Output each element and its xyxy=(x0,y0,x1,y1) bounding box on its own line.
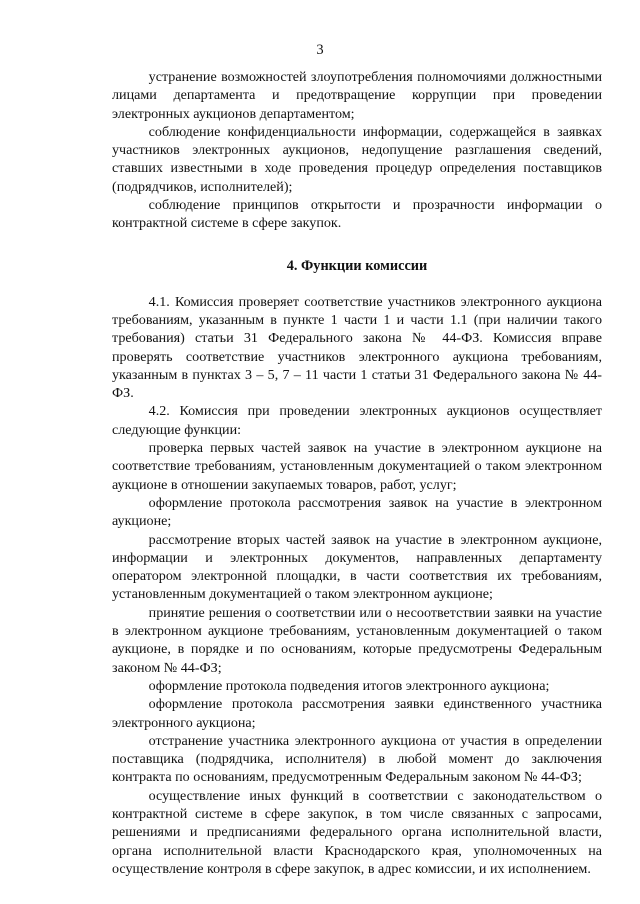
page-number: 3 xyxy=(316,42,324,58)
paragraph: соблюдение принципов открытости и прозрачности информации о контрактной системе в сфере закупок. xyxy=(112,197,602,232)
spacer xyxy=(112,233,602,257)
function-item: осуществление иных функций в соответствии с законодательством о контрактной системе в сфере закупок, в том числе связанных с запросами, решениями и предписаниями федерального органа исполнительной власти, органа исполнительной власти Краснодарского края, уполномоченных на осуществление контроля в сфере закупок, в адрес комиссии, и их исполнением. xyxy=(112,787,602,877)
section-heading: 4. Функции комиссии xyxy=(286,257,428,274)
function-item: проверка первых частей заявок на участие в электронном аукционе на соответствие требованиям, установленным документацией о таком электронном аукционе в отношении закупаемых товаров, работ, услуг; xyxy=(112,440,602,493)
function-item: рассмотрение вторых частей заявок на участие в электронном аукционе, информации и электронных документов, направленных департаменту оператором электронной площадки, в части соответствия их требованиям, установленным документацией о таком электронном аукционе; xyxy=(112,531,602,603)
paragraph: соблюдение конфиденциальности информации, содержащейся в заявках участников электронных аукционов, недопущение разглашения сведений, ставших известными в ходе проведения процедур определения поставщиков (подрядчиков, исполнителей); xyxy=(112,123,602,195)
paragraph-4-1: 4.1. Комиссия проверяет соответствие участников электронного аукциона требованиям, указанным в пункте 1 части 1 и части 1.1 (при наличии такого требования) статьи 31 Федерального закона № 44-ФЗ. Комиссия вправе проверять соответствие участников электронного аукциона требованиям, указанным в пунктах 3 – 5, 7 – 11 части 1 статьи 31 Федерального закона № 44-ФЗ. xyxy=(112,293,602,402)
document-body xyxy=(112,68,602,878)
function-item: отстранение участника электронного аукциона от участия в определении поставщика (подрядчика, исполнителя) в любой момент до заключения контракта по основаниям, предусмотренным Федеральным законом № 44-ФЗ; xyxy=(112,732,602,786)
spacer xyxy=(112,275,602,293)
function-item: оформление протокола подведения итогов электронного аукциона; xyxy=(148,677,550,694)
function-item: оформление протокола рассмотрения заявки единственного участника электронного аукциона; xyxy=(112,696,602,731)
function-item: принятие решения о соответствии или о несоответствии заявки на участие в электронном аукционе требованиям, установленным документацией о таком аукционе, в порядке и по основаниям, которые предусмотрены Федеральным законом № 44-ФЗ; xyxy=(112,604,602,676)
paragraph: устранение возможностей злоупотребления полномочиями должностными лицами департамента и предотвращение коррупции при проведении электронных аукционов департаментом; xyxy=(112,69,602,122)
function-item: оформление протокола рассмотрения заявок на участие в электронном аукционе; xyxy=(112,494,602,530)
paragraph-4-2: 4.2. Комиссия при проведении электронных аукционов осуществляет следующие функции: xyxy=(112,403,602,438)
